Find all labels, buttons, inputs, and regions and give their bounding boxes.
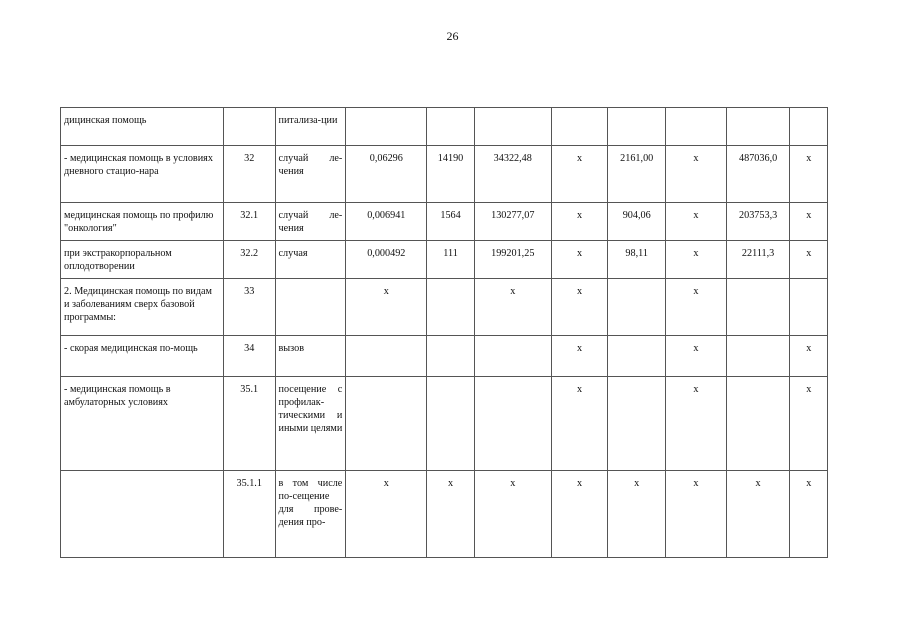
value-cell: 904,06: [608, 203, 666, 241]
table-row: [61, 377, 828, 471]
value-cell: [726, 336, 790, 377]
value-cell: [790, 108, 828, 146]
value-cell: 34322,48: [474, 146, 551, 203]
table-row: [61, 336, 828, 377]
value-cell: х: [666, 203, 727, 241]
value-cell: 130277,07: [474, 203, 551, 241]
value-cell: х: [790, 471, 828, 558]
value-cell: [427, 279, 475, 336]
unit-cell: вызов: [275, 336, 346, 377]
value-cell: х: [551, 377, 608, 471]
unit-cell: в том числе по-сещение для прове-дения про-: [275, 471, 346, 558]
value-cell: х: [666, 279, 727, 336]
value-cell: [790, 279, 828, 336]
row-number-cell: 35.1.1: [223, 471, 275, 558]
value-cell: х: [726, 471, 790, 558]
table-row: [61, 471, 828, 558]
value-cell: х: [551, 279, 608, 336]
row-name-cell: - медицинская помощь в амбулаторных условиях: [61, 377, 224, 471]
value-cell: 98,11: [608, 241, 666, 279]
unit-cell: [275, 279, 346, 336]
row-name-cell: медицинская помощь по профилю "онкология": [61, 203, 224, 241]
value-cell: [474, 336, 551, 377]
value-cell: х: [666, 241, 727, 279]
value-cell: х: [790, 377, 828, 471]
value-cell: [608, 336, 666, 377]
row-number-cell: 32.1: [223, 203, 275, 241]
value-cell: [608, 279, 666, 336]
row-number-cell: [223, 108, 275, 146]
value-cell: 487036,0: [726, 146, 790, 203]
value-cell: х: [608, 471, 666, 558]
value-cell: 0,06296: [346, 146, 427, 203]
value-cell: [726, 108, 790, 146]
value-cell: [474, 108, 551, 146]
value-cell: х: [666, 377, 727, 471]
value-cell: х: [474, 279, 551, 336]
value-cell: х: [790, 336, 828, 377]
value-cell: 22111,3: [726, 241, 790, 279]
data-table: [60, 107, 828, 558]
table-row: [61, 203, 828, 241]
value-cell: 14190: [427, 146, 475, 203]
value-cell: [726, 377, 790, 471]
value-cell: х: [551, 241, 608, 279]
table-row: [61, 279, 828, 336]
value-cell: х: [474, 471, 551, 558]
value-cell: 0,000492: [346, 241, 427, 279]
unit-cell: случая: [275, 241, 346, 279]
row-number-cell: 34: [223, 336, 275, 377]
table-row: [61, 108, 828, 146]
value-cell: х: [551, 471, 608, 558]
value-cell: [346, 336, 427, 377]
value-cell: х: [551, 336, 608, 377]
value-cell: 203753,3: [726, 203, 790, 241]
unit-cell: случай ле-чения: [275, 203, 346, 241]
row-number-cell: 35.1: [223, 377, 275, 471]
value-cell: [551, 108, 608, 146]
value-cell: [666, 108, 727, 146]
value-cell: [608, 377, 666, 471]
row-name-cell: [61, 471, 224, 558]
value-cell: 1564: [427, 203, 475, 241]
value-cell: х: [790, 203, 828, 241]
value-cell: [474, 377, 551, 471]
value-cell: х: [427, 471, 475, 558]
value-cell: х: [346, 279, 427, 336]
value-cell: 2161,00: [608, 146, 666, 203]
row-name-cell: - медицинская помощь в условиях дневного стацио-нара: [61, 146, 224, 203]
value-cell: [346, 377, 427, 471]
value-cell: х: [790, 241, 828, 279]
value-cell: [608, 108, 666, 146]
row-name-cell: - скорая медицинская по-мощь: [61, 336, 224, 377]
value-cell: х: [551, 146, 608, 203]
row-number-cell: 32: [223, 146, 275, 203]
row-number-cell: 33: [223, 279, 275, 336]
unit-cell: случай ле-чения: [275, 146, 346, 203]
value-cell: х: [666, 471, 727, 558]
row-name-cell: при экстракорпоральном оплодотворении: [61, 241, 224, 279]
value-cell: 199201,25: [474, 241, 551, 279]
value-cell: 0,006941: [346, 203, 427, 241]
value-cell: [346, 108, 427, 146]
value-cell: х: [346, 471, 427, 558]
value-cell: [427, 108, 475, 146]
value-cell: х: [666, 146, 727, 203]
value-cell: [427, 336, 475, 377]
value-cell: х: [551, 203, 608, 241]
value-cell: 111: [427, 241, 475, 279]
value-cell: [726, 279, 790, 336]
table-row: [61, 241, 828, 279]
table-row: [61, 146, 828, 203]
value-cell: [427, 377, 475, 471]
unit-cell: посещение с профилак-тическими и иными целями: [275, 377, 346, 471]
row-name-cell: дицинская помощь: [61, 108, 224, 146]
row-number-cell: 32.2: [223, 241, 275, 279]
value-cell: х: [790, 146, 828, 203]
value-cell: х: [666, 336, 727, 377]
row-name-cell: 2. Медицинская помощь по видам и заболеваниям сверх базовой программы:: [61, 279, 224, 336]
page-number: 26: [446, 29, 459, 43]
unit-cell: питализа-ции: [275, 108, 346, 146]
